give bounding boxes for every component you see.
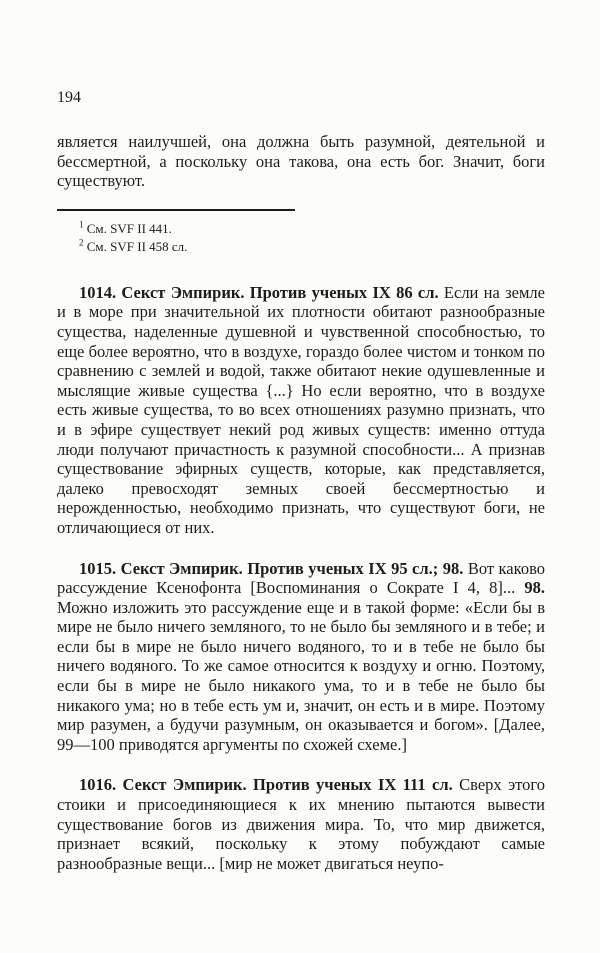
- footnote-text: См. SVF II 458 сл.: [83, 238, 188, 254]
- footnote-divider: [57, 209, 295, 211]
- footnote-list: [57, 220, 545, 256]
- footnote-text: См. SVF II 441.: [83, 220, 172, 236]
- entry-body: Если на земле и в море при значительной их плотности обитают разнообразные существа, наделенные душевной и чувственной способностью, то еще более вероятно, что в воздухе, гораздо более чистом и тонком по сравнению с землей и водой, также обитают некие одушевленные и мыслящие живые существа {...} Но если вероятно, что в воздухе есть живые существа, то во всех отношениях разумно признать, что и в эфире существует некий род живых существ: именно оттуда люди получают причастность к разумной способности... А признав существование эфирных существ, которые, как представляется, далеко превосходят земных своей бессмертностью и нерожденностью, необходимо признать, что существуют боги, не отличающиеся от них.: [57, 282, 545, 537]
- entry-body: Сверх этого стоики и присоединяющиеся к их мнению пытаются вывести существование богов из движения мира. То, что мир движется, признает всякий, поскольку к этому побуждают самые разнообразные вещи... [мир не может двигаться неупо-: [57, 775, 545, 873]
- entry-paragraph-1015: [57, 559, 545, 755]
- intro-paragraph: является наилучшей, она должна быть разумной, деятельной и бессмертной, а поскольку она такова, она есть бог. Значит, боги существуют.: [57, 132, 545, 191]
- footnote-marker: 1: [79, 219, 84, 230]
- entry-paragraph-1014: [57, 283, 545, 538]
- entry-heading: 1014. Секст Эмпирик. Против ученых IX 86 сл.: [79, 282, 439, 302]
- entry-body: Вот каково рассуждение Ксенофонта [Воспоминания о Сократе I 4, 8]...: [57, 558, 545, 598]
- entry-heading: 1016. Секст Эмпирик. Против ученых IX 111 сл.: [79, 775, 453, 795]
- page-number: 194: [57, 89, 81, 106]
- entry-paragraph-1016: [57, 775, 545, 873]
- footnote: [57, 238, 545, 256]
- footnote: [57, 220, 545, 238]
- entry-body: Можно изложить это рассуждение еще и в такой форме: «Если бы в мире не было ничего земляного, то не было бы земляного и в тебе; и если бы в мире не было ничего водяного, то и в тебе не было бы ничего водяного. То же самое относится к воздуху и огню. Поэтому, если бы в мире не было никакого ума, то и в тебе не было бы никакого ума; но в тебе есть ум и, значит, он есть и в мире. Поэтому мир разумен, а будучи разумным, он оказывается и богом». [Далее, 99—100 приводятся аргументы по схожей схеме.]: [57, 597, 545, 754]
- footnote-marker: 2: [79, 237, 84, 248]
- entry-heading: 1015. Секст Эмпирик. Против ученых IX 95 сл.; 98.: [79, 558, 464, 578]
- entry-section-number: 98.: [524, 578, 545, 598]
